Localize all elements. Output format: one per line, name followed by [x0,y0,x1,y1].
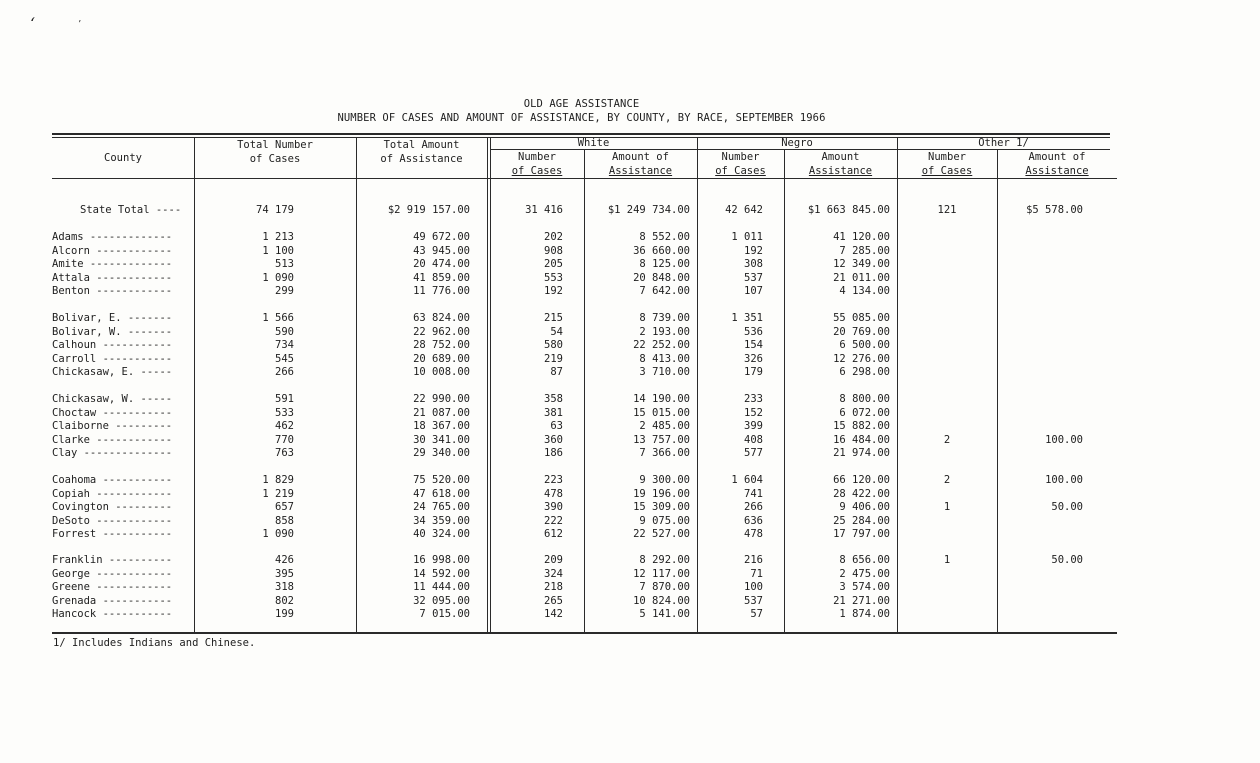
white-cases: 209 [544,554,563,566]
negro-amount: 12 349.00 [833,258,890,271]
total-cases: 426 [275,554,294,566]
total-amount: 49 672.00 [413,231,470,243]
white-cases: 63 [550,420,563,433]
negro-amount: 21 271.00 [833,594,890,607]
white-cases: 192 [544,285,563,298]
county-name: Carroll ----------- [52,352,173,365]
total-cases: 1 219 [262,487,294,500]
negro-amount: 16 484.00 [833,433,890,446]
white-amount: 3 710.00 [639,366,690,379]
negro-amount: 2 475.00 [839,567,890,580]
total-cases: 1 213 [262,231,294,243]
negro-cases: 71 [750,567,763,580]
white-cases: 54 [550,325,563,338]
header-of-cases: of Cases [511,164,563,177]
county-name: Calhoun ----------- [52,339,173,352]
header-number: Number [518,151,556,163]
header-total-amount-line2: of Assistance [380,152,463,165]
county-name: Adams ------------- [52,231,173,243]
county-name: Benton ------------ [52,285,173,298]
total-cases: 657 [275,501,294,514]
white-amount: 19 196.00 [633,487,690,500]
total-cases: 590 [275,325,294,338]
white-cases: 360 [544,433,563,446]
negro-amount: 8 800.00 [839,393,890,405]
header-assistance: Assistance [1025,164,1089,177]
negro-amount: 20 769.00 [833,325,890,338]
header-white: White [577,137,610,149]
negro-cases: 57 [750,608,763,621]
white-amount: 14 190.00 [633,393,690,405]
white-amount: 22 252.00 [633,339,690,352]
negro-cases: 636 [744,514,763,527]
white-amount: 8 739.00 [639,312,690,324]
total-amount: 18 367.00 [413,420,470,433]
footnote: 1/ Includes Indians and Chinese. [53,637,256,649]
page-mark: ʼ [78,20,81,30]
county-name: Attala ------------ [52,271,173,284]
white-amount: 13 757.00 [633,433,690,446]
county-name: Clarke ------------ [52,433,173,446]
header-number: Number [928,151,966,163]
total-cases: 545 [275,352,294,365]
white-amount: 10 824.00 [633,594,690,607]
total-cases: 318 [275,581,294,594]
total-cases: 763 [275,447,294,460]
white-cases: 142 [544,608,563,621]
white-cases: 553 [544,271,563,284]
total-cases: 199 [275,608,294,621]
header-amount-of: Amount of [1028,151,1086,163]
state-total-cases: 74 179 [256,204,294,216]
total-amount: 14 592.00 [413,567,470,580]
header-of-cases: of Cases [921,164,973,177]
total-amount: 75 520.00 [413,474,470,486]
white-amount: 36 660.00 [633,244,690,257]
white-cases: 219 [544,352,563,365]
negro-amount: 12 276.00 [833,352,890,365]
header-number: Number [721,151,760,163]
header-negro-amount [784,151,897,178]
other-cases: 1 [943,501,951,514]
total-amount: 29 340.00 [413,447,470,460]
total-amount: 16 998.00 [413,554,470,566]
header-of-cases: of Cases [715,164,766,177]
total-amount: 63 824.00 [413,312,470,324]
total-cases: 734 [275,339,294,352]
negro-cases: 233 [744,393,763,405]
negro-amount: 6 072.00 [839,406,890,419]
header-total-amount [356,139,487,166]
white-amount: 15 309.00 [633,501,690,514]
header-negro: Negro [781,137,813,149]
total-amount: 7 015.00 [419,608,470,621]
other-amount: 100.00 [1045,433,1083,446]
white-cases: 358 [544,393,563,405]
county-name: Alcorn ------------ [52,244,173,257]
total-amount: 30 341.00 [413,433,470,446]
white-amount: 8 413.00 [639,352,690,365]
total-cases: 858 [275,514,294,527]
white-cases: 218 [544,581,563,594]
county-name: Clay -------------- [52,447,173,460]
white-amount: 7 366.00 [639,447,690,460]
other-amount: 50.00 [1051,501,1083,514]
negro-amount: 17 797.00 [833,528,890,541]
white-cases: 215 [544,312,563,324]
state-negro-amount: $1 663 845.00 [807,204,890,216]
state-total-amount: $2 919 157.00 [387,204,470,216]
state-negro-cases: 42 642 [725,204,763,216]
white-amount: 8 292.00 [639,554,690,566]
negro-cases: 1 351 [731,312,763,324]
white-cases: 87 [550,366,563,379]
white-amount: 8 125.00 [639,258,690,271]
total-cases: 1 566 [262,312,294,324]
county-name: Claiborne --------- [52,420,173,433]
negro-amount: 66 120.00 [833,474,890,486]
column-divider [487,138,488,633]
total-amount: 32 095.00 [413,594,470,607]
negro-cases: 154 [744,339,763,352]
negro-cases: 308 [744,258,763,271]
white-amount: 9 300.00 [639,474,690,486]
total-cases: 462 [275,420,294,433]
total-amount: 20 689.00 [413,352,470,365]
negro-cases: 179 [744,366,763,379]
negro-cases: 107 [744,285,763,298]
white-cases: 612 [544,528,563,541]
white-amount: 2 193.00 [639,325,690,338]
negro-amount: 15 882.00 [833,420,890,433]
negro-cases: 408 [744,433,763,446]
white-cases: 186 [544,447,563,460]
state-other-cases: 121 [937,204,957,216]
total-amount: 22 962.00 [413,325,470,338]
white-amount: 22 527.00 [633,528,690,541]
negro-cases: 1 011 [731,231,763,243]
county-name: Chickasaw, E. ----- [52,366,173,379]
county-name: George ------------ [52,567,173,580]
negro-cases: 266 [744,501,763,514]
total-cases: 770 [275,433,294,446]
county-name: Grenada ----------- [52,594,173,607]
negro-amount: 6 298.00 [839,366,890,379]
county-name: Bolivar, E. ------- [52,312,173,324]
negro-cases: 399 [744,420,763,433]
header-total-cases-line2: of Cases [249,152,301,165]
header-total-cases [194,139,356,166]
negro-amount: 1 874.00 [839,608,890,621]
other-amount: 100.00 [1045,474,1083,486]
header-amount-of: Amount of [612,151,669,163]
header-total-cases-line1: Total Number [237,139,313,151]
header-assistance: Assistance [808,164,873,177]
negro-cases: 1 604 [731,474,763,486]
header-other: Other 1/ [978,137,1029,149]
white-amount: 2 485.00 [639,420,690,433]
header-amount: Amount [821,151,860,163]
negro-amount: 28 422.00 [833,487,890,500]
negro-cases: 478 [744,528,763,541]
total-cases: 299 [275,285,294,298]
county-name: Hancock ----------- [52,608,173,621]
header-negro-number [697,151,784,178]
header-total-amount-line1: Total Amount [383,139,460,151]
white-amount: 12 117.00 [633,567,690,580]
total-cases: 395 [275,567,294,580]
total-amount: 47 618.00 [413,487,470,500]
white-cases: 265 [544,594,563,607]
negro-amount: 25 284.00 [833,514,890,527]
header-white-number [490,151,584,178]
white-amount: 7 870.00 [639,581,690,594]
total-amount: 41 859.00 [413,271,470,284]
page-mark: ʻ [30,14,36,33]
negro-amount: 9 406.00 [839,501,890,514]
white-cases: 580 [544,339,563,352]
negro-cases: 536 [744,325,763,338]
report-title: OLD AGE ASSISTANCE [523,98,640,110]
total-cases: 266 [275,366,294,379]
header-county: County [104,152,142,164]
white-cases: 222 [544,514,563,527]
white-cases: 205 [544,258,563,271]
header-other-amount [997,151,1117,178]
other-cases: 2 [943,474,951,486]
negro-cases: 100 [744,581,763,594]
header-other-number [897,151,997,178]
total-amount: 10 008.00 [413,366,470,379]
total-amount: 24 765.00 [413,501,470,514]
white-amount: 20 848.00 [633,271,690,284]
white-cases: 324 [544,567,563,580]
negro-amount: 21 974.00 [833,447,890,460]
white-amount: 9 075.00 [639,514,690,527]
county-name: Forrest ----------- [52,528,173,541]
total-amount: 21 087.00 [413,406,470,419]
negro-amount: 4 134.00 [839,285,890,298]
other-cases: 1 [943,554,951,566]
negro-cases: 577 [744,447,763,460]
negro-cases: 192 [744,244,763,257]
negro-cases: 326 [744,352,763,365]
negro-cases: 152 [744,406,763,419]
header-white-amount [584,151,697,178]
total-cases: 1 829 [262,474,294,486]
state-total-label: State Total ---- [80,204,182,216]
total-cases: 802 [275,594,294,607]
negro-amount: 3 574.00 [839,581,890,594]
total-cases: 591 [275,393,294,405]
county-name: Covington --------- [52,501,173,514]
state-other-amount: $5 578.00 [1026,204,1083,216]
white-cases: 381 [544,406,563,419]
report-subtitle: NUMBER OF CASES AND AMOUNT OF ASSISTANCE, BY COUNTY, BY RACE, SEPTEMBER 1966 [337,112,826,124]
total-cases: 1 100 [262,244,294,257]
white-cases: 223 [544,474,563,486]
negro-amount: 55 085.00 [833,312,890,324]
county-name: Amite ------------- [52,258,173,271]
negro-cases: 537 [744,271,763,284]
total-amount: 34 359.00 [413,514,470,527]
county-name: Franklin ---------- [52,554,173,566]
negro-cases: 216 [744,554,763,566]
other-cases: 2 [943,433,951,446]
total-amount: 28 752.00 [413,339,470,352]
white-cases: 908 [544,244,563,257]
negro-amount: 6 500.00 [839,339,890,352]
total-amount: 22 990.00 [413,393,470,405]
state-white-cases: 31 416 [525,204,563,216]
white-amount: 15 015.00 [633,406,690,419]
white-amount: 5 141.00 [639,608,690,621]
white-amount: 8 552.00 [639,231,690,243]
negro-amount: 8 656.00 [839,554,890,566]
negro-cases: 741 [744,487,763,500]
total-amount: 20 474.00 [413,258,470,271]
total-amount: 43 945.00 [413,244,470,257]
county-name: Chickasaw, W. ----- [52,393,173,405]
total-cases: 1 090 [262,528,294,541]
table-top-rule [52,133,1110,135]
negro-cases: 537 [744,594,763,607]
county-name: Choctaw ----------- [52,406,173,419]
white-cases: 478 [544,487,563,500]
total-cases: 1 090 [262,271,294,284]
county-name: Bolivar, W. ------- [52,325,173,338]
white-cases: 390 [544,501,563,514]
county-name: Greene ------------ [52,581,173,594]
other-amount: 50.00 [1051,554,1083,566]
county-name: Coahoma ----------- [52,474,173,486]
county-name: Copiah ------------ [52,487,173,500]
total-cases: 533 [275,406,294,419]
total-amount: 11 776.00 [413,285,470,298]
negro-amount: 7 285.00 [839,244,890,257]
negro-amount: 21 011.00 [833,271,890,284]
white-amount: 7 642.00 [639,285,690,298]
header-assistance: Assistance [608,164,673,177]
county-name: DeSoto ------------ [52,514,173,527]
negro-amount: 41 120.00 [833,231,890,243]
white-cases: 202 [544,231,563,243]
total-amount: 40 324.00 [413,528,470,541]
total-amount: 11 444.00 [413,581,470,594]
state-white-amount: $1 249 734.00 [607,204,690,216]
total-cases: 513 [275,258,294,271]
